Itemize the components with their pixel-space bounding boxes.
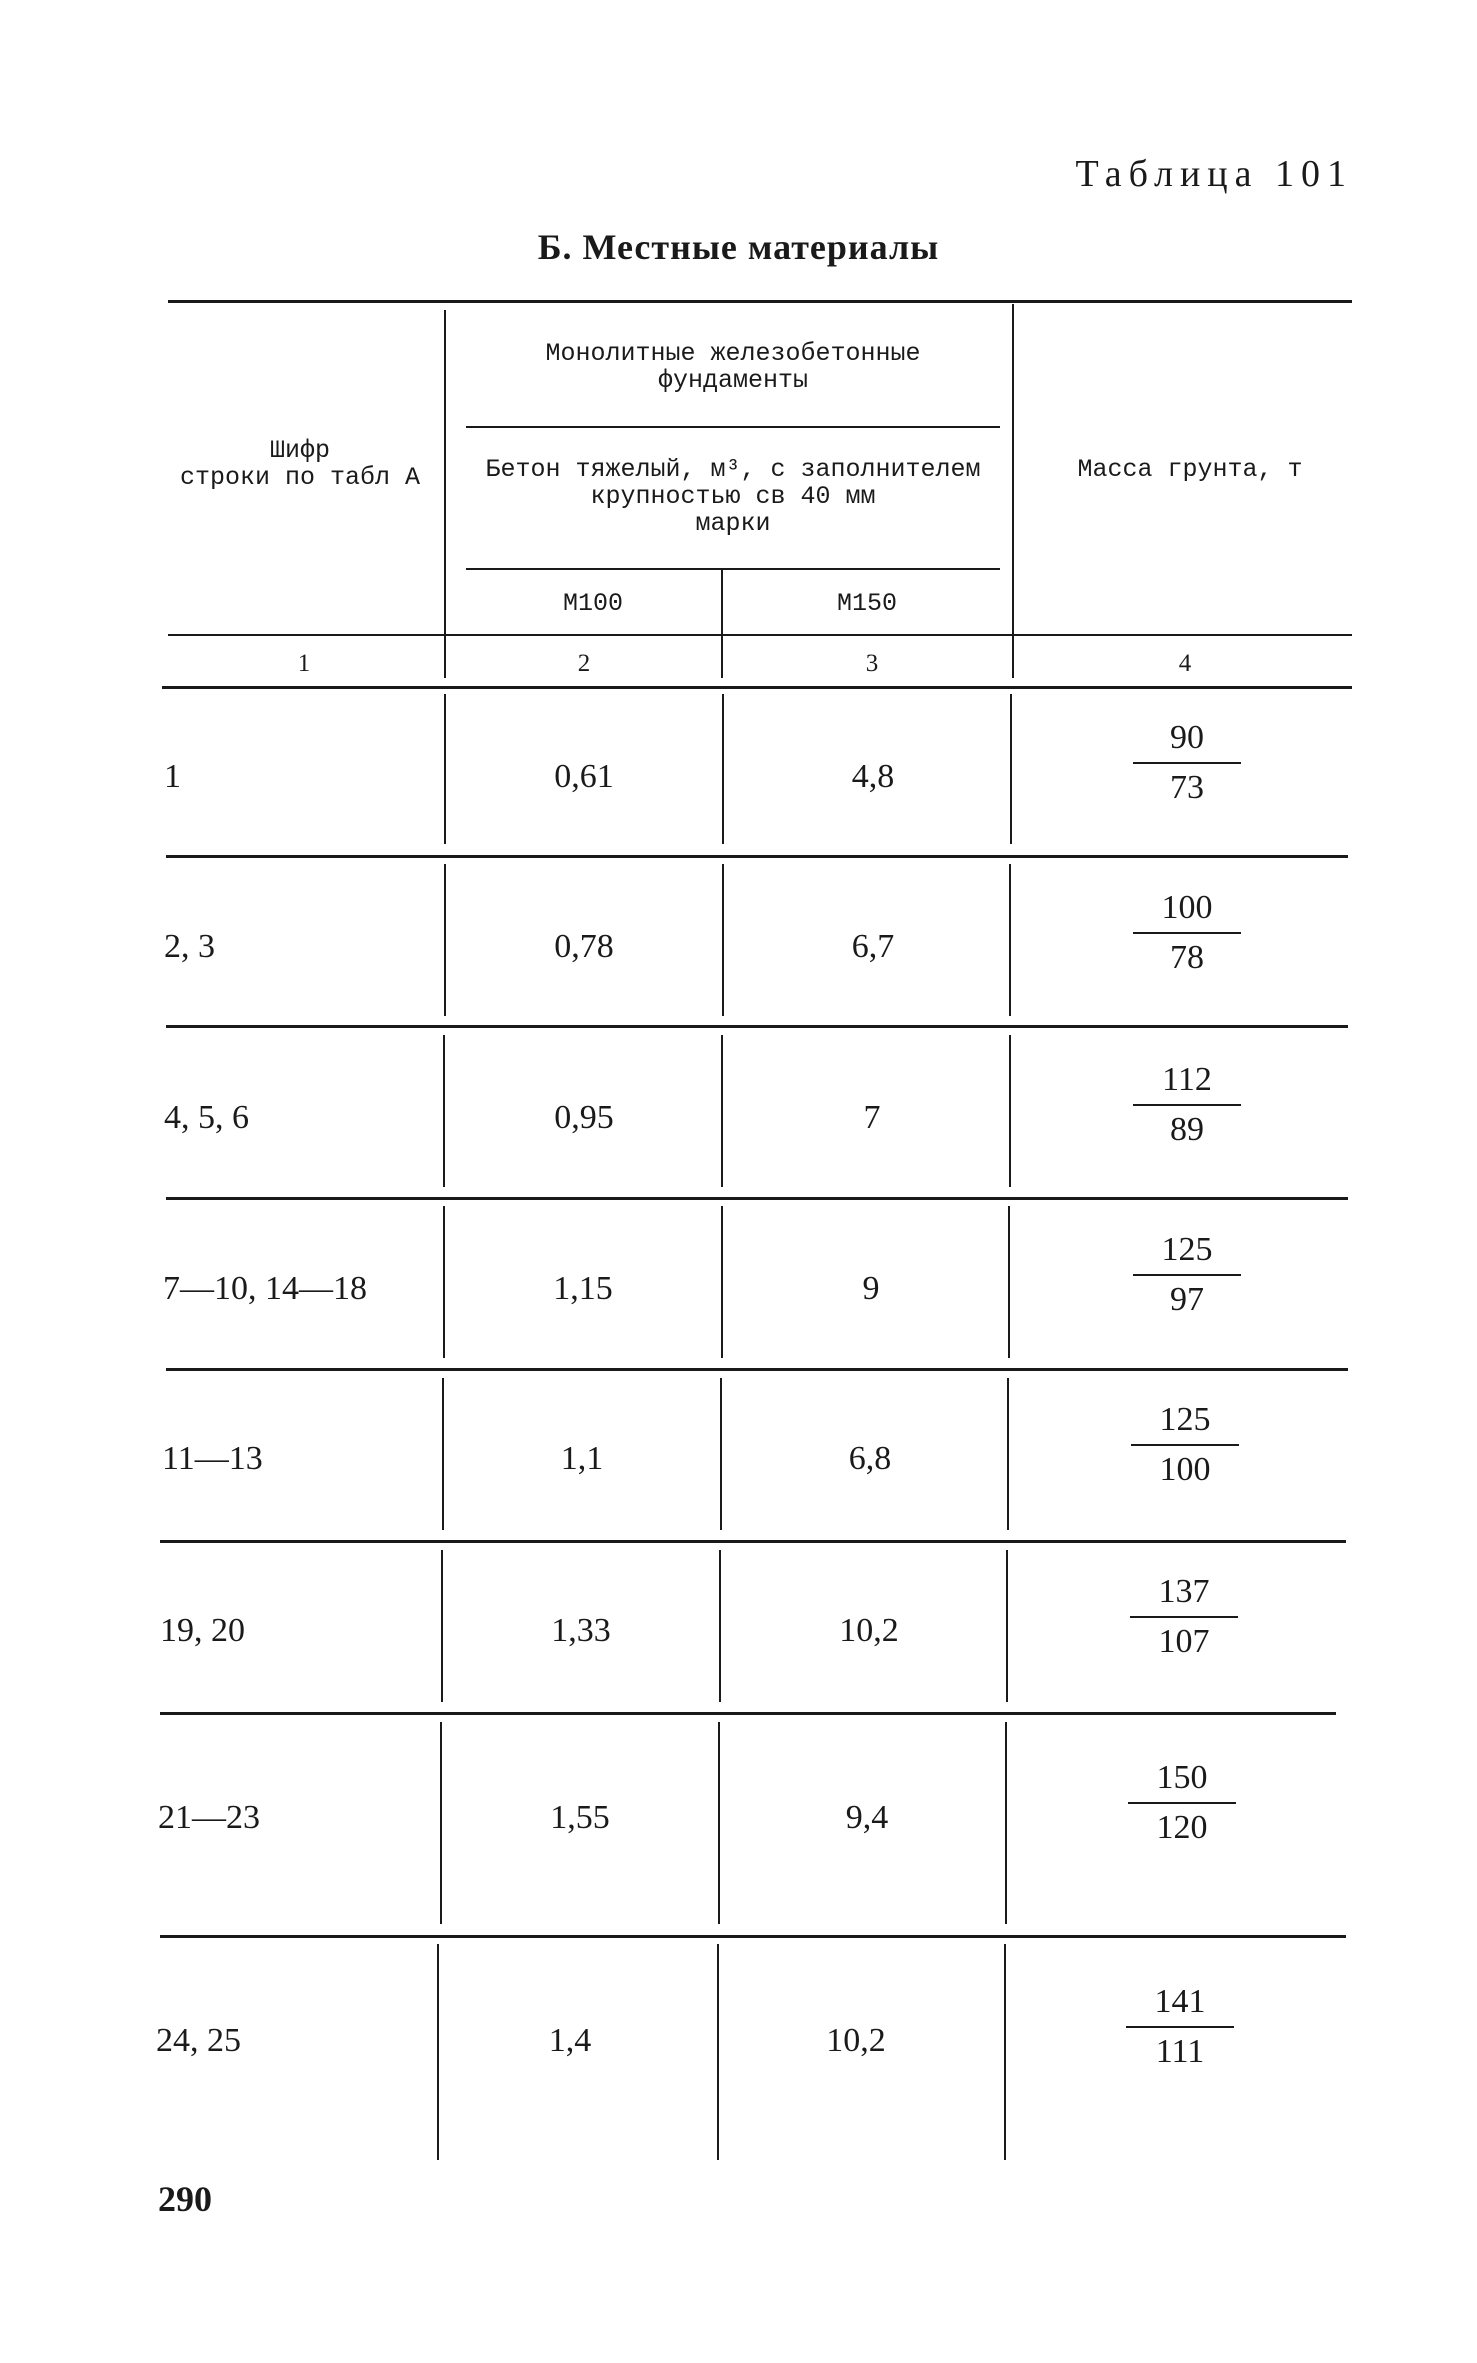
body-vline-c-1: [1010, 694, 1012, 844]
table-row-2-m100: 0,78: [554, 928, 614, 965]
body-vline-c-4: [1008, 1206, 1010, 1358]
row-rule-4: [166, 1368, 1348, 1371]
table-row-1-mass: [1127, 718, 1247, 808]
body-vline-b-3: [721, 1035, 723, 1187]
table-top-rule: [168, 300, 1352, 303]
table-row-6-mass-den: 107: [1158, 1623, 1210, 1660]
table-row-2-mass-den: 78: [1170, 939, 1204, 976]
fraction-bar: [1133, 932, 1241, 934]
table-row-5-m100: 1,1: [560, 1440, 604, 1477]
table-row-1-m100: 0,61: [554, 758, 614, 795]
table-row-7-code: 21—23: [158, 1799, 260, 1836]
table-row-1-mass-num: 90: [1170, 719, 1204, 756]
body-vline-b-7: [718, 1722, 720, 1924]
header-col1-line2: строки по табл А: [179, 463, 421, 492]
body-vline-c-5: [1007, 1378, 1009, 1530]
body-vline-c-2: [1009, 864, 1011, 1016]
table-row-8-m150: 10,2: [826, 2022, 886, 2059]
colnum-1: 1: [297, 650, 311, 677]
header-col1: [160, 437, 440, 491]
body-vline-c-3: [1009, 1035, 1011, 1187]
table-row-3-mass-num: 112: [1162, 1061, 1212, 1098]
row-rule-6: [160, 1712, 1336, 1715]
table-row-1-code: 1: [164, 758, 181, 795]
body-vline-a-6: [441, 1550, 443, 1702]
table-row-3-mass-den: 89: [1170, 1111, 1204, 1148]
colnum-4: 4: [1178, 650, 1192, 677]
table-row-3-code: 4, 5, 6: [164, 1099, 249, 1136]
body-vline-b-1: [722, 694, 724, 844]
header-col4: Масса грунта, т: [1077, 455, 1303, 484]
subgroup-divider-rule: [466, 568, 1000, 570]
body-vline-a-1: [444, 694, 446, 844]
header-col1-line1: Шифр: [269, 436, 330, 465]
table-row-6-m100: 1,33: [551, 1612, 611, 1649]
body-vline-c-6: [1006, 1550, 1008, 1702]
table-row-8-code: 24, 25: [156, 2022, 241, 2059]
body-vline-a-5: [442, 1378, 444, 1530]
fraction-bar: [1128, 1802, 1236, 1804]
table-row-5-mass-den: 100: [1159, 1451, 1211, 1488]
table-row-5-mass-num: 125: [1159, 1401, 1211, 1438]
header-subgroup-line3: марки: [695, 509, 771, 538]
header-subgroup-line2: крупностью св 40 мм: [590, 482, 876, 511]
fraction-bar: [1131, 1444, 1239, 1446]
table-row-8-mass-den: 111: [1155, 2033, 1205, 2070]
table-row-4-mass: [1127, 1230, 1247, 1320]
table-row-7-mass-num: 150: [1156, 1759, 1208, 1796]
table-row-2-mass: [1127, 888, 1247, 978]
body-vline-b-4: [721, 1206, 723, 1358]
table-row-7-m100: 1,55: [550, 1799, 610, 1836]
table-row-2-mass-num: 100: [1161, 889, 1213, 926]
header-vline-1: [444, 310, 446, 678]
table-row-5-code: 11—13: [162, 1440, 263, 1477]
fraction-bar: [1126, 2026, 1234, 2028]
body-vline-b-5: [720, 1378, 722, 1530]
table-row-1-mass-den: 73: [1170, 769, 1204, 806]
body-vline-a-7: [440, 1722, 442, 1924]
header-subgroup-line1: Бетон тяжелый, м³, с заполнителем: [485, 455, 981, 484]
body-vline-c-8: [1004, 1944, 1006, 2160]
table-row-6-mass: [1124, 1572, 1244, 1662]
body-vline-a-2: [444, 864, 446, 1016]
header-group-line2: фундаменты: [657, 366, 809, 395]
table-row-3-m150: 7: [863, 1099, 881, 1136]
body-vline-b-8: [717, 1944, 719, 2160]
table-row-6-code: 19, 20: [160, 1612, 245, 1649]
body-vline-c-7: [1005, 1722, 1007, 1924]
table-row-5-m150: 6,8: [848, 1440, 892, 1477]
table-row-4-m150: 9: [862, 1270, 880, 1307]
body-vline-a-4: [443, 1206, 445, 1358]
header-subgroup: [450, 456, 1016, 537]
table-row-5-mass: [1125, 1400, 1245, 1490]
fraction-bar: [1130, 1616, 1238, 1618]
table-row-8-mass: [1120, 1982, 1240, 2072]
group-divider-rule: [466, 426, 1000, 428]
body-vline-b-6: [719, 1550, 721, 1702]
fraction-bar: [1133, 762, 1241, 764]
table-row-4-code: 7—10, 14—18: [163, 1270, 367, 1307]
table-row-2-code: 2, 3: [164, 928, 215, 965]
table-row-4-mass-num: 125: [1161, 1231, 1213, 1268]
fraction-bar: [1133, 1104, 1241, 1106]
table-row-8-m100: 1,4: [548, 2022, 592, 2059]
table-number: Таблица 101: [1075, 153, 1353, 195]
header-group-line1: Монолитные железобетонные: [545, 339, 921, 368]
table-row-3-mass: [1127, 1060, 1247, 1150]
table-row-1-m150: 4,8: [851, 758, 895, 795]
fraction-bar: [1133, 1274, 1241, 1276]
header-vline-2: [721, 570, 723, 678]
header-group: [466, 340, 1000, 394]
row-rule-2: [166, 1025, 1348, 1028]
table-row-7-mass-den: 120: [1156, 1809, 1208, 1846]
table-row-4-mass-den: 97: [1170, 1281, 1204, 1318]
table-row-2-m150: 6,7: [851, 928, 895, 965]
table-title: Б. Местные материалы: [537, 227, 940, 267]
colnum-2: 2: [577, 650, 591, 677]
table-row-4-m100: 1,15: [553, 1270, 613, 1307]
header-m150: М150: [836, 589, 897, 618]
body-vline-b-2: [722, 864, 724, 1016]
table-row-6-m150: 10,2: [839, 1612, 899, 1649]
table-row-7-m150: 9,4: [845, 1799, 889, 1836]
colnum-3: 3: [865, 650, 879, 677]
page-number: 290: [158, 2179, 212, 2219]
row-rule-7: [160, 1935, 1346, 1938]
body-vline-a-8: [437, 1944, 439, 2160]
table-row-8-mass-num: 141: [1154, 1983, 1206, 2020]
table-row-7-mass: [1122, 1758, 1242, 1848]
row-rule-3: [166, 1197, 1348, 1200]
body-vline-a-3: [443, 1035, 445, 1187]
table-row-6-mass-num: 137: [1158, 1573, 1210, 1610]
header-bottom-rule: [168, 634, 1352, 636]
colnum-bottom-rule: [162, 686, 1352, 689]
row-rule-1: [166, 855, 1348, 858]
table-row-3-m100: 0,95: [554, 1099, 614, 1136]
row-rule-5: [160, 1540, 1346, 1543]
header-m100: М100: [562, 589, 623, 618]
